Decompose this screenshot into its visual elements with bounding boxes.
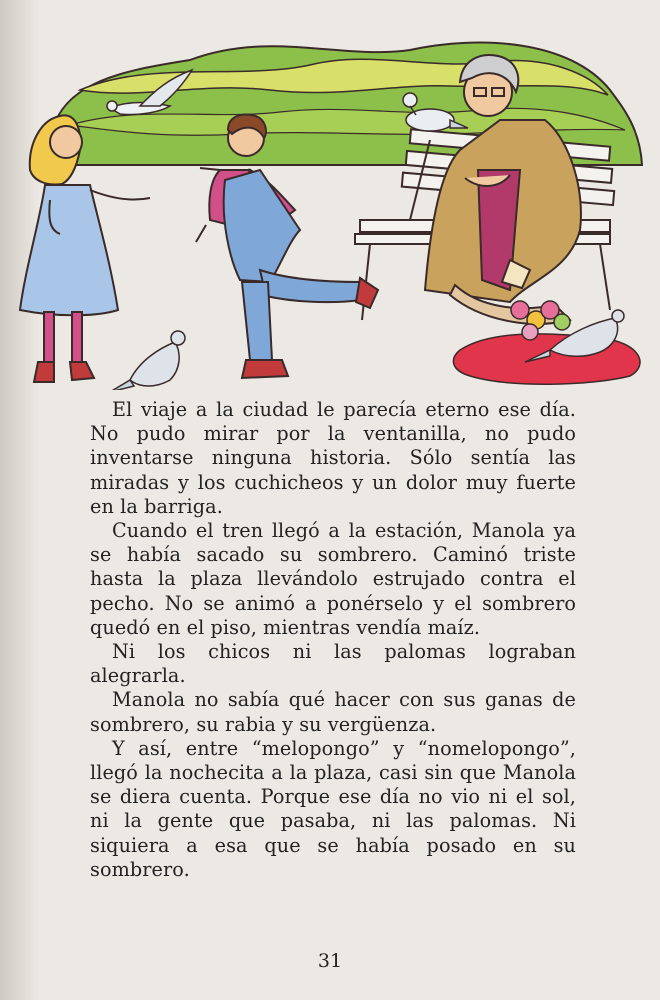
paragraph: Y así, entre “melopongo” y “nomelopongo”, llegó la nochecita a la plaza, casi sin que Manola se diera cuenta. Porque ese día no vio ni el sol, ni la gente que pasaba, ni las palomas. Ni siquiera a esa que se había posado en su sombrero. xyxy=(90,736,576,881)
pigeon-on-ground-icon xyxy=(110,331,185,390)
paragraph: Cuando el tren llegó a la estación, Manola ya se había sacado su sombrero. Caminó triste hasta la plaza llevándolo estrujado contra el pecho. No se animó a ponérselo y el sombrero quedó en el piso, mientras vendía maíz. xyxy=(90,519,576,639)
paragraph: Manola no sabía qué hacer con sus ganas de sombrero, su rabia y su vergüenza. xyxy=(90,688,576,736)
paragraph: El viaje a la ciudad le parecía eterno ese día. No pudo mirar por la ventanilla, no pudo inventarse ninguna historia. Sólo sentía las miradas y los cuchicheos y un dolor muy fuerte en la barriga. xyxy=(90,398,576,518)
park-scene-illustration xyxy=(10,20,650,390)
story-text xyxy=(90,398,576,882)
paragraph: Ni los chicos ni las palomas lograban alegrarla. xyxy=(90,640,576,688)
page-number: 31 xyxy=(317,950,343,972)
